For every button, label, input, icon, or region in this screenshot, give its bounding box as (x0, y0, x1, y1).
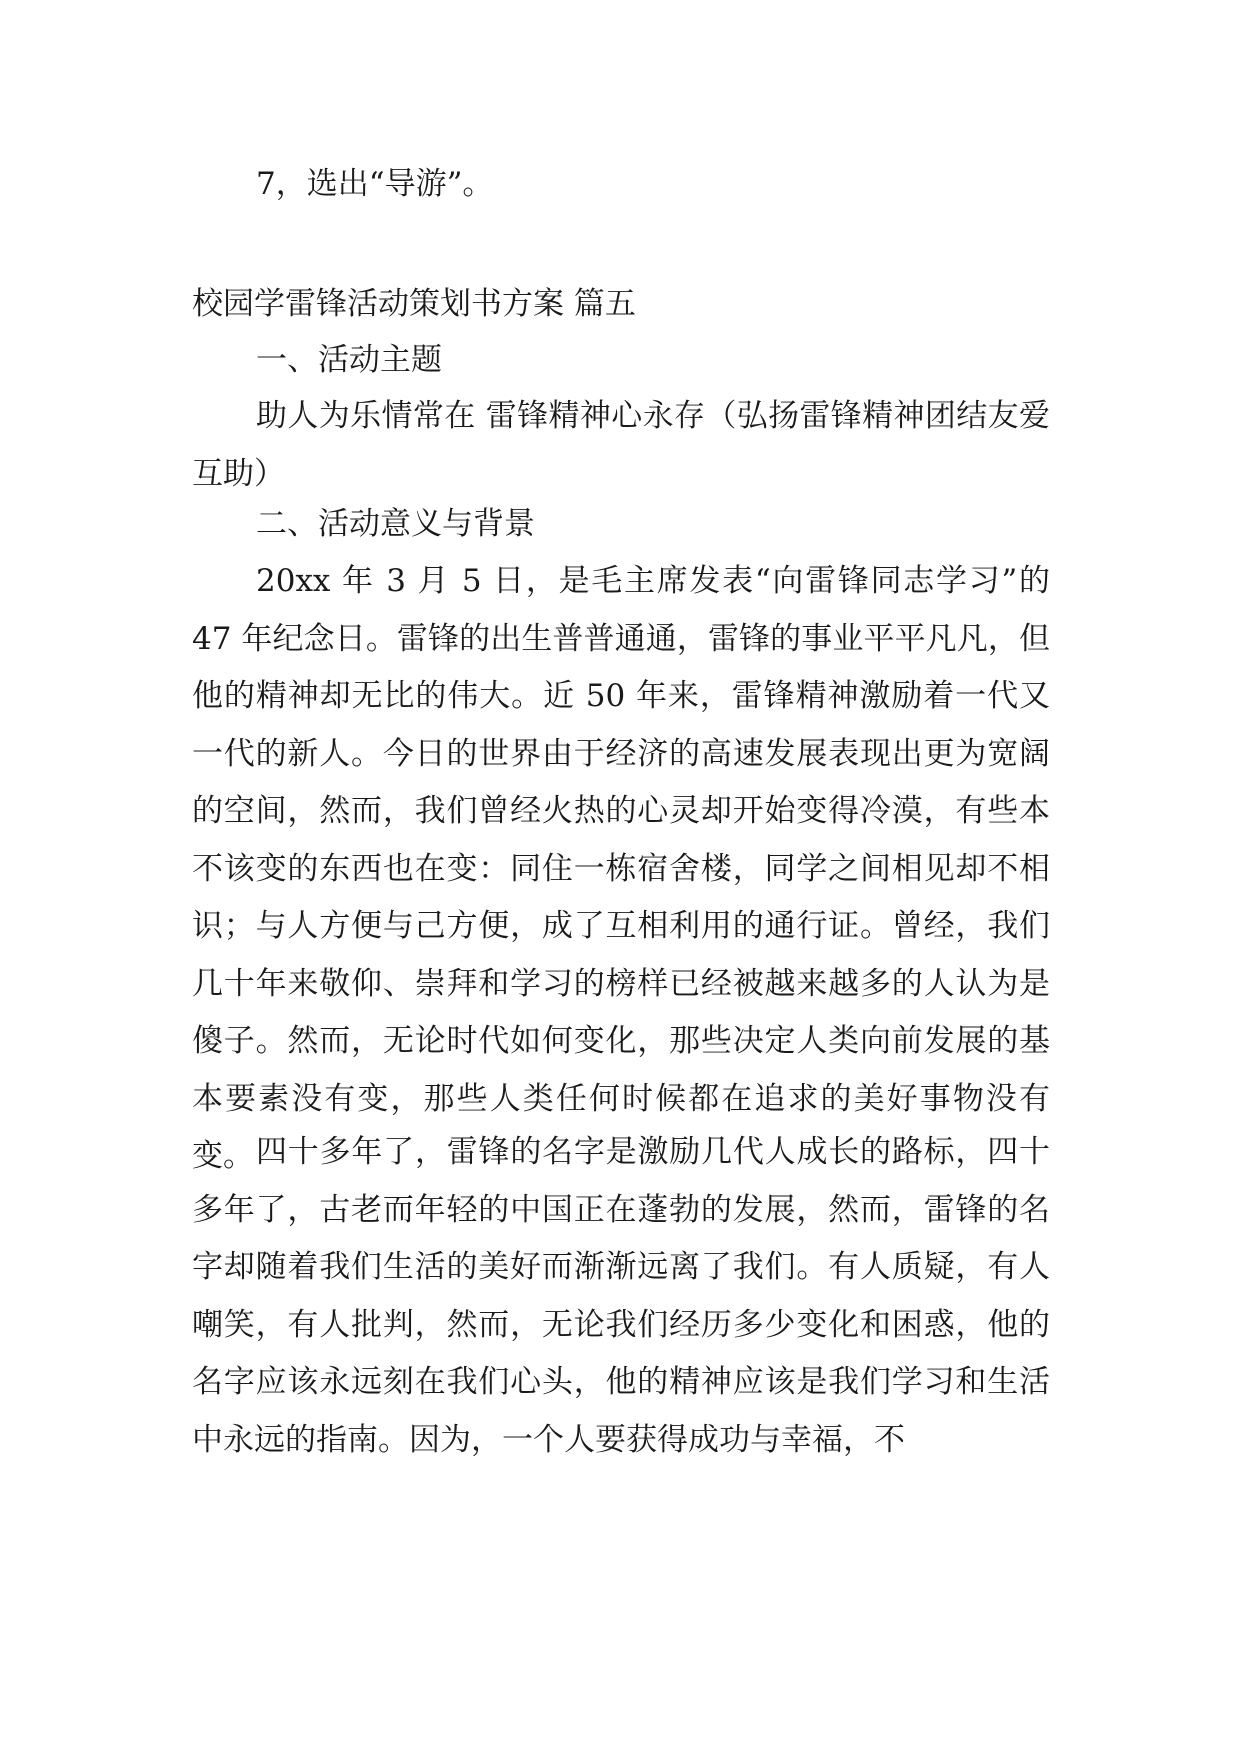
background-paragraph-1: 20xx 年 3 月 5 日，是毛主席发表“向雷锋同志学习”的 47 年纪念日。雷锋的出生普普通通，雷锋的事业平平凡凡，但他的精神却无比的伟大。近 50 年来，雷锋精神激励着一代又一代的新人。今日的世界由于经济的高速发展表现出更为宽阔的空间，然而，我们曾经火热的心灵却开始变得冷漠，有些本不该变的东西也在变：同住一栋宿舍楼，同学之间相见却不相识；与人方便与己方便，成了互相利用的通行证。曾经，我们几十年来敬仰、崇拜和学习的榜样已经被越来越多的人认为是傻子。然而，无论时代如何变化，那些决定人类向前发展的基本要素没有变，那些人类任何时候都在追求的美好事物没有变。 (192, 563, 1050, 1174)
step-7-text: 7，选出“导游”。 (256, 166, 494, 202)
heading-activity-background: 二、活动意义与背景 (256, 506, 535, 542)
heading-activity-theme: 一、活动主题 (256, 342, 442, 378)
section-title: 校园学雷锋活动策划书方案 篇五 (192, 286, 636, 322)
background-paragraph-2: 四十多年了，雷锋的名字是激励几代人成长的路标，四十多年了，古老而年轻的中国正在蓬勃的发展，然而，雷锋的名字却随着我们生活的美好而渐渐远离了我们。有人质疑，有人嘲笑，有人批判，然而，无论我们经历多少变化和困惑，他的名字应该永远刻在我们心头，他的精神应该是我们学习和生活中永远的指南。因为，一个人要获得成功与幸福，不 (192, 1134, 1050, 1458)
theme-paragraph: 助人为乐情常在 雷锋精神心永存（弘扬雷锋精神团结友爱互助） (192, 398, 1050, 492)
